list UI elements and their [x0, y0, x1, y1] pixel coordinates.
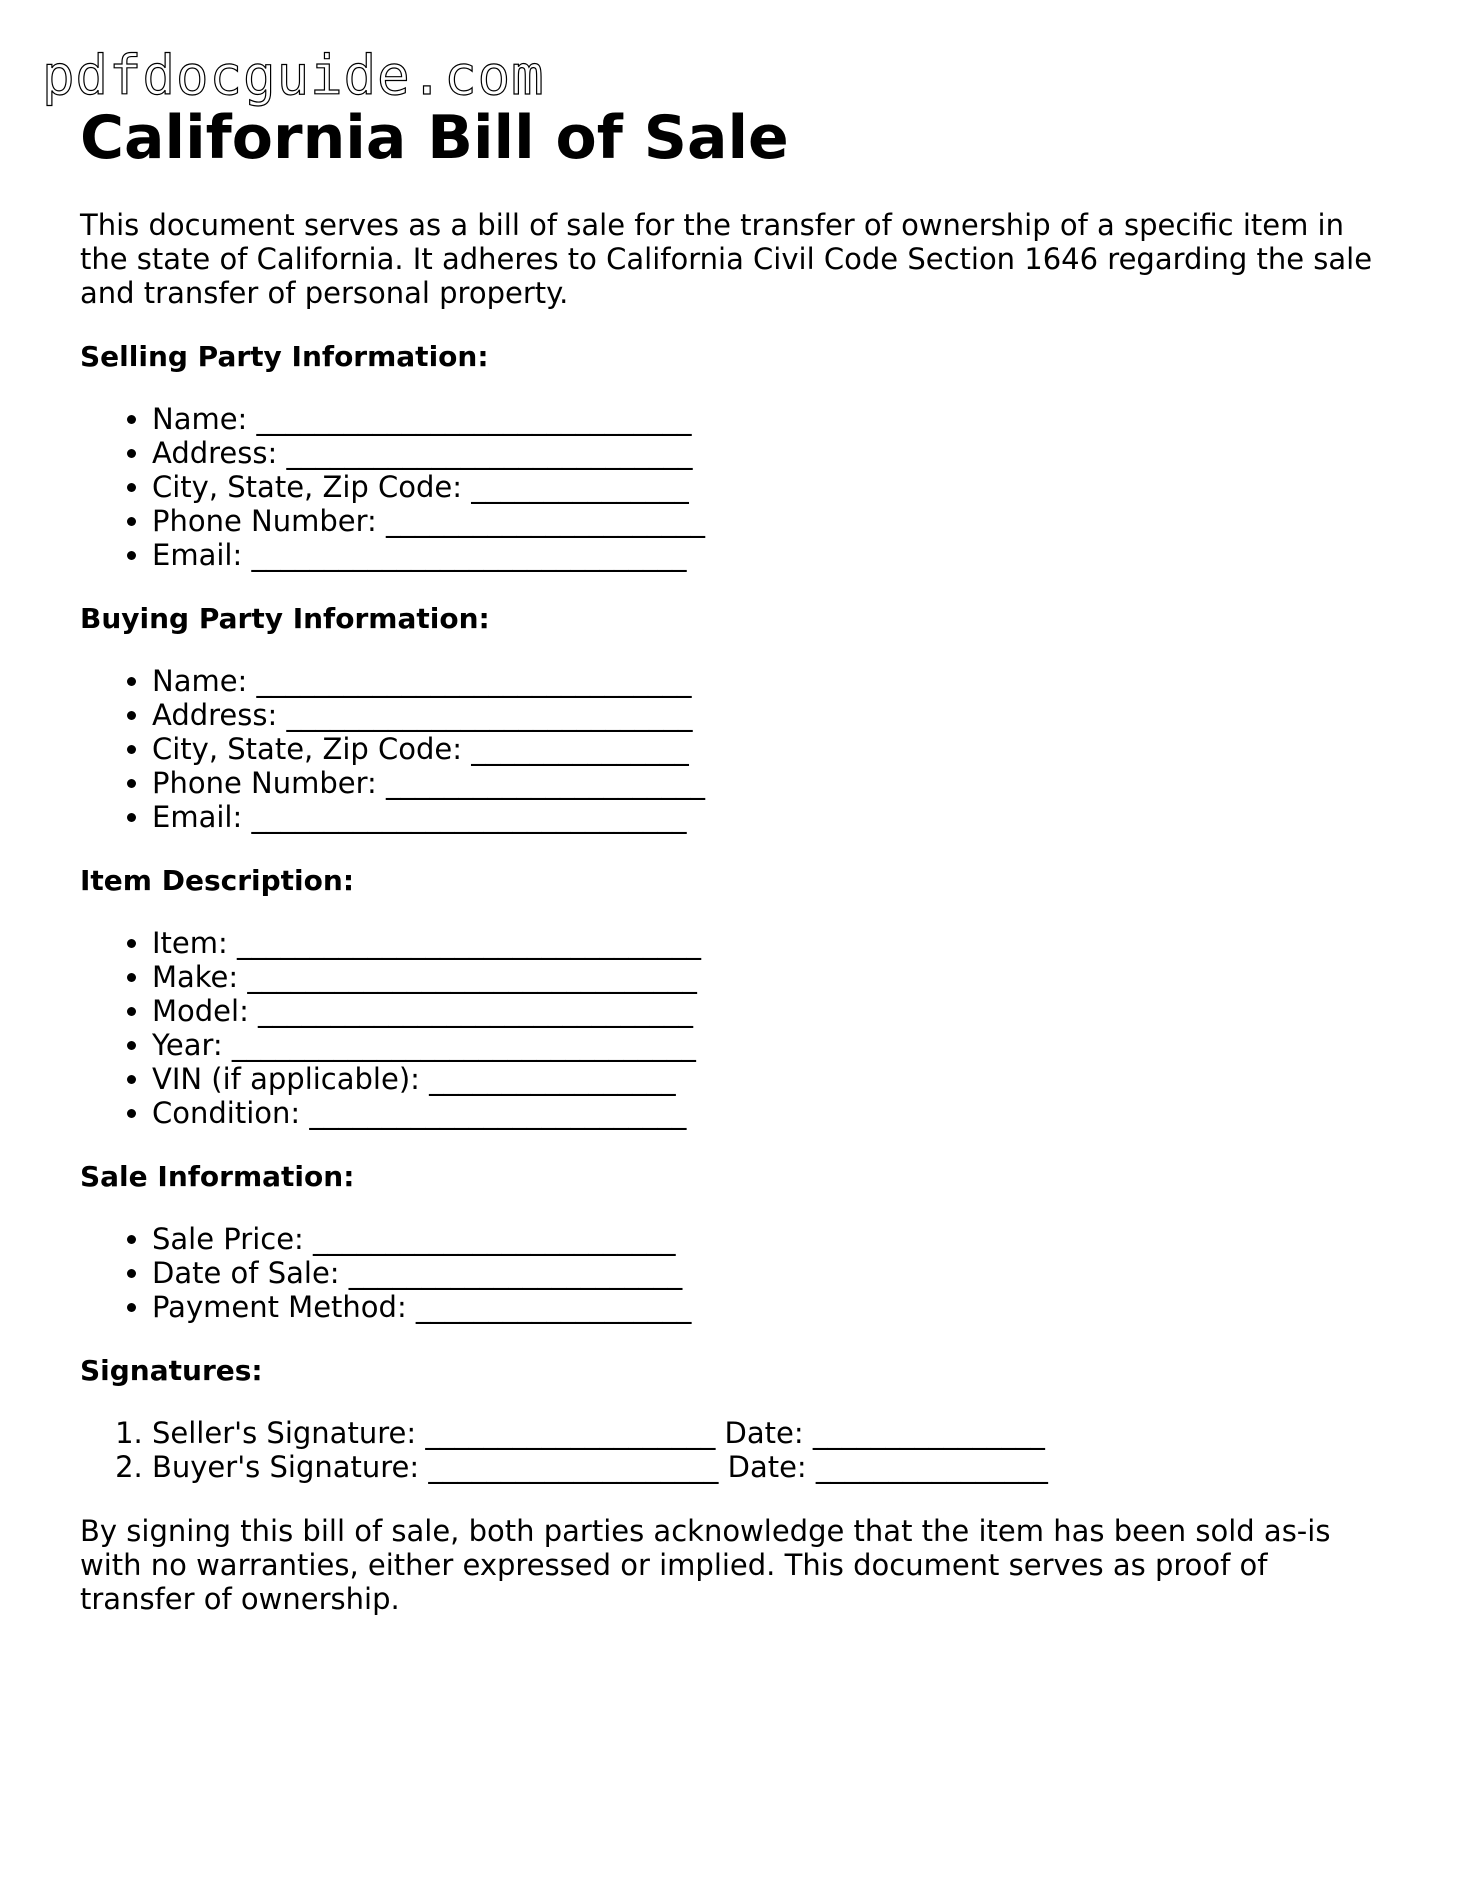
- payment-method-field: • Payment Method: ___________________: [152, 1290, 1390, 1324]
- item-condition-field: • Condition: __________________________: [152, 1096, 1390, 1130]
- buyer-section-heading: Buying Party Information:: [80, 602, 490, 635]
- seller-city-state-zip-field: • City, State, Zip Code: _______________: [152, 470, 1390, 504]
- item-section-heading: Item Description:: [80, 864, 355, 897]
- item-make-field: • Make: _______________________________: [152, 960, 1390, 994]
- sale-date-field: • Date of Sale: _______________________: [152, 1256, 1390, 1290]
- page-title: California Bill of Sale: [80, 103, 789, 173]
- sale-field-list: [80, 1222, 1390, 1324]
- watermark-text: pdfdocguide.com: [42, 44, 545, 107]
- buyer-address-field: • Address: ____________________________: [152, 698, 1390, 732]
- seller-address-field: • Address: ____________________________: [152, 436, 1390, 470]
- buyer-signature-line: 2. Buyer's Signature: ____________________ Date: ________________: [152, 1450, 1390, 1484]
- sale-section-heading: Sale Information:: [80, 1160, 355, 1193]
- intro-paragraph: This document serves as a bill of sale for the transfer of ownership of a specific item in the state of California. It adheres to California Civil Code Section 1646 regarding the sale and transfer of personal property.: [80, 208, 1373, 310]
- sale-price-field: • Sale Price: _________________________: [152, 1222, 1390, 1256]
- item-name-field: • Item: ________________________________: [152, 926, 1390, 960]
- buyer-email-field: • Email: ______________________________: [152, 800, 1390, 834]
- buyer-name-field: • Name: ______________________________: [152, 664, 1390, 698]
- seller-email-field: • Email: ______________________________: [152, 538, 1390, 572]
- seller-signature-line: 1. Seller's Signature: ____________________ Date: ________________: [152, 1416, 1390, 1450]
- item-year-field: • Year: ________________________________: [152, 1028, 1390, 1062]
- item-field-list: [80, 926, 1390, 1130]
- seller-name-field: • Name: ______________________________: [152, 402, 1390, 436]
- buyer-phone-field: • Phone Number: ______________________: [152, 766, 1390, 800]
- buyer-field-list: [80, 664, 1390, 834]
- seller-section-heading: Selling Party Information:: [80, 340, 489, 373]
- document-body: [80, 100, 1390, 1616]
- closing-paragraph: By signing this bill of sale, both parties acknowledge that the item has been sold as-is with no warranties, either expressed or implied. This document serves as proof of transfer of ownership.: [80, 1514, 1331, 1616]
- seller-field-list: [80, 402, 1390, 572]
- signature-list: [80, 1416, 1390, 1484]
- item-vin-field: • VIN (if applicable): _________________: [152, 1062, 1390, 1096]
- seller-phone-field: • Phone Number: ______________________: [152, 504, 1390, 538]
- buyer-city-state-zip-field: • City, State, Zip Code: _______________: [152, 732, 1390, 766]
- item-model-field: • Model: ______________________________: [152, 994, 1390, 1028]
- signatures-section-heading: Signatures:: [80, 1354, 263, 1387]
